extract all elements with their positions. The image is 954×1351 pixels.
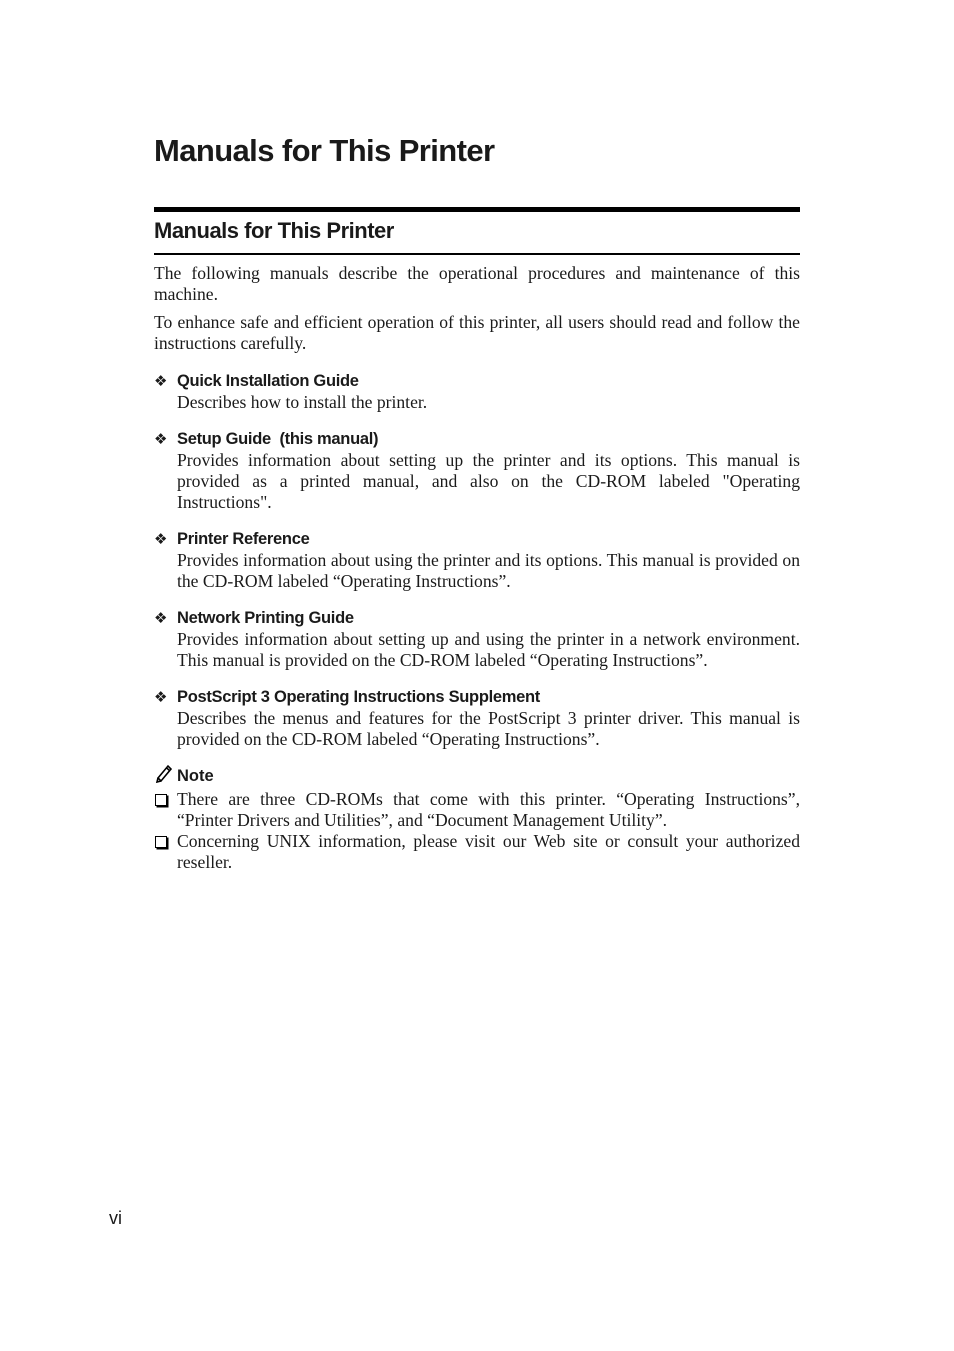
manual-description: Provides information about setting up and using the printer in a network environment. This manual is provided on the CD-ROM labeled “Operating Instructions”.	[177, 629, 800, 670]
manual-description: Provides information about setting up the printer and its options. This manual is provided as a printed manual, and also on the CD-ROM labeled "Operating Instructions".	[177, 450, 800, 512]
diamond-bullet-icon: ❖	[154, 688, 168, 706]
manual-entry-quick-installation-guide	[154, 370, 800, 413]
section-title: Manuals for This Printer	[154, 218, 394, 243]
manual-entry-setup-guide	[154, 428, 800, 513]
checkbox-bullet-icon	[155, 836, 167, 848]
manual-entry-network-printing-guide	[154, 607, 800, 671]
manual-entry-postscript-supplement	[154, 686, 800, 750]
diamond-bullet-icon: ❖	[154, 609, 168, 627]
heading-rule	[154, 207, 800, 212]
note-item	[154, 831, 800, 873]
intro-paragraph: To enhance safe and efficient operation of this printer, all users should read and follow the instructions carefully.	[154, 312, 800, 353]
manual-description: Provides information about using the printer and its options. This manual is provided on the CD-ROM labeled “Operating Instructions”.	[177, 550, 800, 591]
diamond-bullet-icon: ❖	[154, 372, 168, 390]
note-item-text: There are three CD-ROMs that come with this printer. “Operating Instructions”, “Printer Drivers and Utilities”, and “Document Management Utility”.	[177, 789, 800, 830]
manual-description: Describes the menus and features for the PostScript 3 printer driver. This manual is provided on the CD-ROM labeled “Operating Instructions”.	[177, 708, 800, 749]
note-item	[154, 789, 800, 831]
manual-title: Network Printing Guide	[177, 609, 354, 627]
diamond-bullet-icon: ❖	[154, 430, 168, 448]
manual-description: Describes how to install the printer.	[177, 392, 428, 412]
note-item-text: Concerning UNIX information, please visit our Web site or consult your authorized reseller.	[177, 831, 800, 872]
checkbox-bullet-icon	[155, 794, 167, 806]
manual-title: Quick Installation Guide	[177, 372, 359, 390]
section-rule	[154, 253, 800, 255]
page-number: vi	[109, 1208, 122, 1228]
page-content	[154, 263, 800, 873]
intro-paragraph: The following manuals describe the operational procedures and maintenance of this machine.	[154, 263, 800, 304]
page-title: Manuals for This Printer	[154, 133, 495, 168]
manual-title: Printer Reference	[177, 530, 310, 548]
note-title: Note	[177, 767, 214, 785]
note-heading	[154, 765, 800, 787]
manual-title: PostScript 3 Operating Instructions Supplement	[177, 688, 541, 706]
diamond-bullet-icon: ❖	[154, 530, 168, 548]
manual-entry-printer-reference	[154, 528, 800, 592]
pencil-icon	[154, 763, 174, 783]
manual-title: Setup Guide (this manual)	[177, 430, 379, 448]
